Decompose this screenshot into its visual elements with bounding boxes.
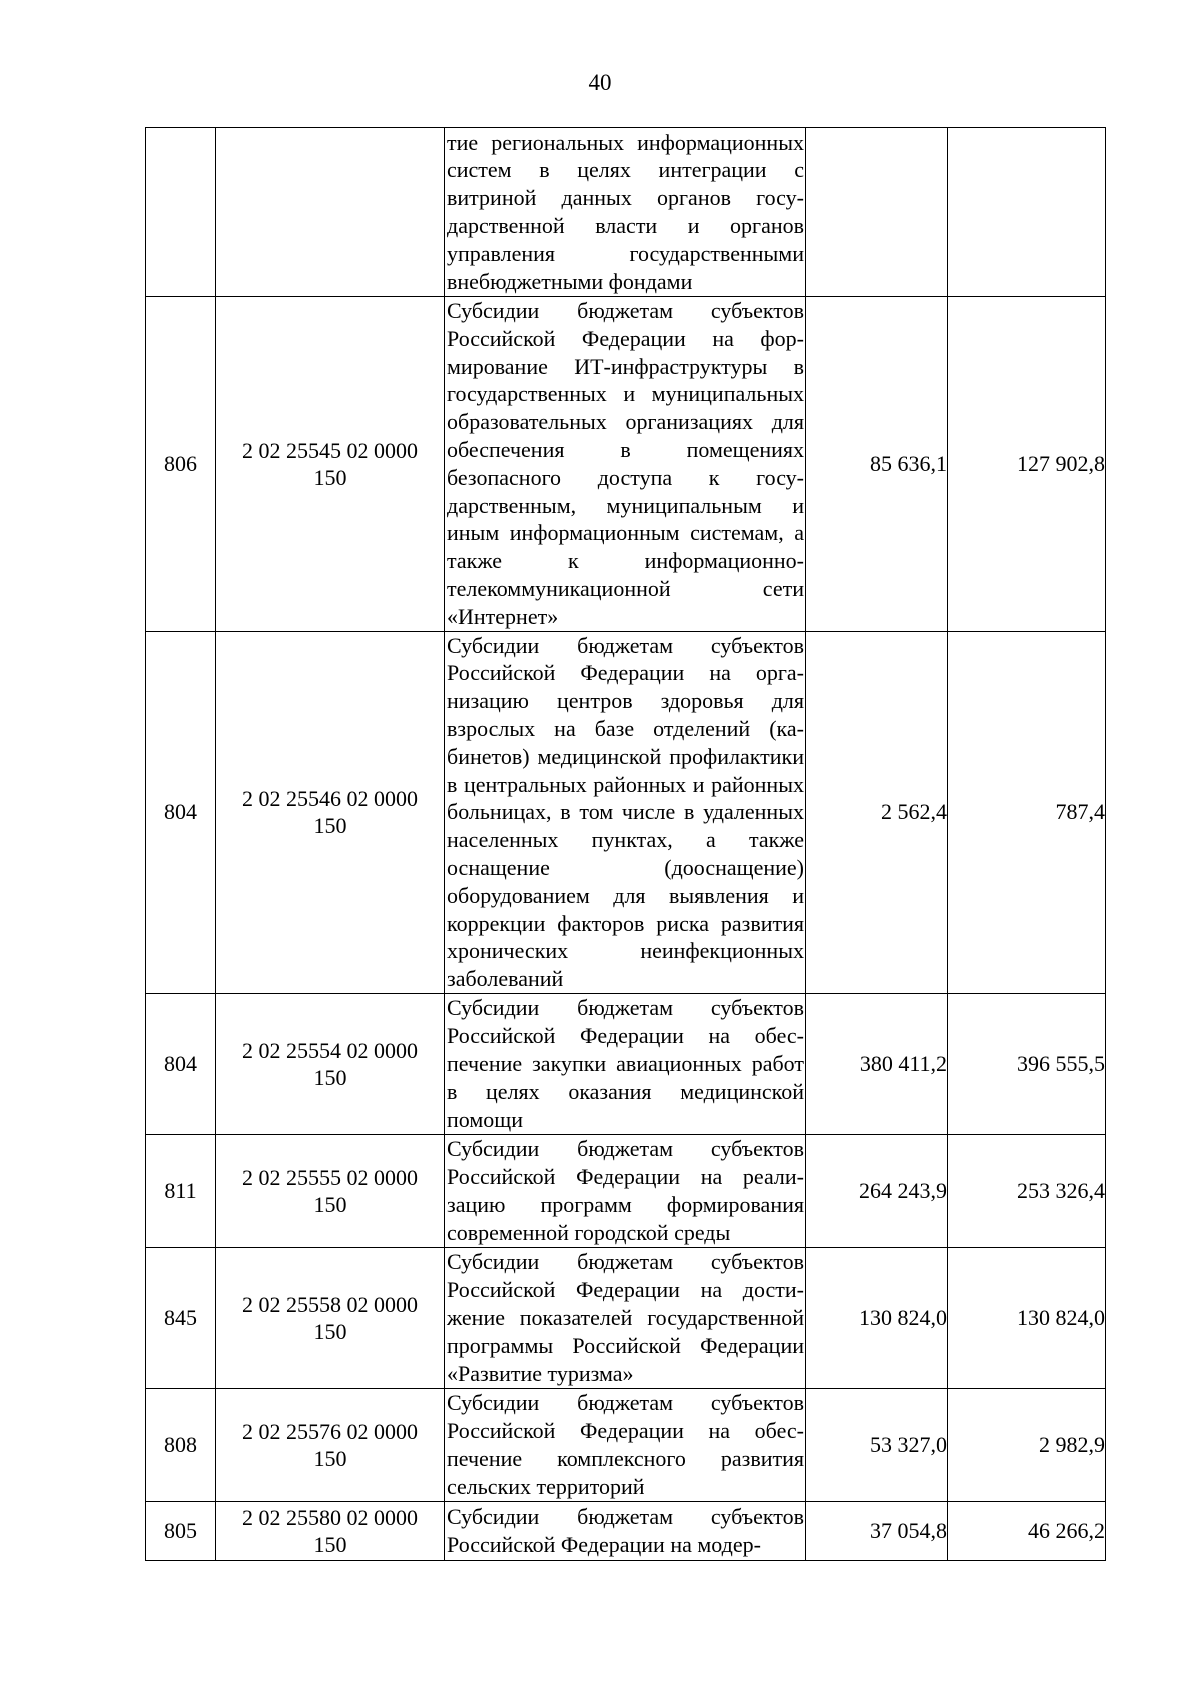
admin-code-cell: 808 bbox=[146, 1388, 216, 1501]
table-row bbox=[146, 993, 1106, 1134]
amount-year2-cell: 396 555,5 bbox=[948, 993, 1106, 1134]
revenue-code-line2: 150 bbox=[313, 464, 347, 490]
description-cell: Субсидии бюджетам субъектов Российской Федерации на организацию центров здоровья для взрослых на базе отделений (кабинетов) медицинской профилактики в центральных районных и районных больницах, в том числе в удаленных населенных пунктах, а также оснащение (дооснащение) оборудованием для выявления и коррекции факторов риска развития хронических неинфекционных заболеваний bbox=[445, 631, 806, 993]
amount-year1-cell: 85 636,1 bbox=[806, 297, 948, 632]
admin-code-cell: 811 bbox=[146, 1134, 216, 1247]
admin-code-cell bbox=[146, 128, 216, 297]
amount-year1-cell: 37 054,8 bbox=[806, 1501, 948, 1560]
table-row bbox=[146, 1501, 1106, 1560]
table-row bbox=[146, 1388, 1106, 1501]
revenue-code-line2: 150 bbox=[313, 1318, 347, 1344]
amount-year1-cell: 2 562,4 bbox=[806, 631, 948, 993]
amount-year2-cell: 2 982,9 bbox=[948, 1388, 1106, 1501]
revenue-code-cell bbox=[216, 993, 445, 1134]
revenue-code-cell bbox=[216, 128, 445, 297]
admin-code-cell: 806 bbox=[146, 297, 216, 632]
amount-year1-cell: 380 411,2 bbox=[806, 993, 948, 1134]
revenue-code-line1: 2 02 25545 02 0000 bbox=[242, 437, 418, 463]
revenue-code-line1: 2 02 25546 02 0000 bbox=[242, 786, 418, 812]
description-cell: Субсидии бюджетам субъектов Российской Федерации на достижение показателей государственной программы Российской Федерации «Развитие туризма» bbox=[445, 1247, 806, 1388]
budget-table bbox=[145, 127, 1106, 1561]
revenue-code-line1: 2 02 25554 02 0000 bbox=[242, 1037, 418, 1063]
revenue-code-cell bbox=[216, 297, 445, 632]
description-cell: Субсидии бюджетам субъектов Российской Федерации на реализацию программ формирования современной городской среды bbox=[445, 1134, 806, 1247]
revenue-code-line1: 2 02 25558 02 0000 bbox=[242, 1291, 418, 1317]
table-row bbox=[146, 631, 1106, 993]
revenue-code-cell bbox=[216, 1247, 445, 1388]
page-number: 40 bbox=[588, 70, 612, 95]
amount-year2-cell: 787,4 bbox=[948, 631, 1106, 993]
admin-code-cell: 805 bbox=[146, 1501, 216, 1560]
revenue-code-line2: 150 bbox=[313, 1531, 347, 1557]
admin-code-cell: 845 bbox=[146, 1247, 216, 1388]
description-cell: тие региональных информационных систем в целях интеграции с витриной данных органов государственной власти и органов управления государственными внебюджетными фондами bbox=[445, 128, 806, 297]
amount-year1-cell bbox=[806, 128, 948, 297]
description-cell: Субсидии бюджетам субъектов Российской Федерации на формирование ИТ-инфраструктуры в государственных и муниципальных образовательных организациях для обеспечения в помещениях безопасного доступа к государственным, муниципальным и иным информационным системам, а также к информационно-телекоммуникационной сети «Интернет» bbox=[445, 297, 806, 632]
revenue-code-line1: 2 02 25580 02 0000 bbox=[242, 1504, 418, 1530]
table-row bbox=[146, 1134, 1106, 1247]
revenue-code-cell bbox=[216, 1388, 445, 1501]
table-row bbox=[146, 297, 1106, 632]
revenue-code-line2: 150 bbox=[313, 1191, 347, 1217]
revenue-code-line1: 2 02 25576 02 0000 bbox=[242, 1418, 418, 1444]
amount-year2-cell: 130 824,0 bbox=[948, 1247, 1106, 1388]
table-row bbox=[146, 128, 1106, 297]
description-cell: Субсидии бюджетам субъектов Российской Федерации на обеспечение комплексного развития сельских территорий bbox=[445, 1388, 806, 1501]
revenue-code-cell bbox=[216, 1134, 445, 1247]
revenue-code-line1: 2 02 25555 02 0000 bbox=[242, 1164, 418, 1190]
amount-year2-cell bbox=[948, 128, 1106, 297]
amount-year2-cell: 253 326,4 bbox=[948, 1134, 1106, 1247]
description-cell: Субсидии бюджетам субъектов Российской Федерации на обеспечение закупки авиационных работ в целях оказания медицинской помощи bbox=[445, 993, 806, 1134]
revenue-code-line2: 150 bbox=[313, 1064, 347, 1090]
amount-year2-cell: 127 902,8 bbox=[948, 297, 1106, 632]
admin-code-cell: 804 bbox=[146, 993, 216, 1134]
admin-code-cell: 804 bbox=[146, 631, 216, 993]
amount-year2-cell: 46 266,2 bbox=[948, 1501, 1106, 1560]
table-row bbox=[146, 1247, 1106, 1388]
amount-year1-cell: 53 327,0 bbox=[806, 1388, 948, 1501]
revenue-code-line2: 150 bbox=[313, 1445, 347, 1471]
revenue-code-line2: 150 bbox=[313, 813, 347, 839]
description-cell: Субсидии бюджетам субъектов Российской Федерации на модер- bbox=[445, 1501, 806, 1560]
revenue-code-cell bbox=[216, 1501, 445, 1560]
amount-year1-cell: 130 824,0 bbox=[806, 1247, 948, 1388]
revenue-code-cell bbox=[216, 631, 445, 993]
amount-year1-cell: 264 243,9 bbox=[806, 1134, 948, 1247]
